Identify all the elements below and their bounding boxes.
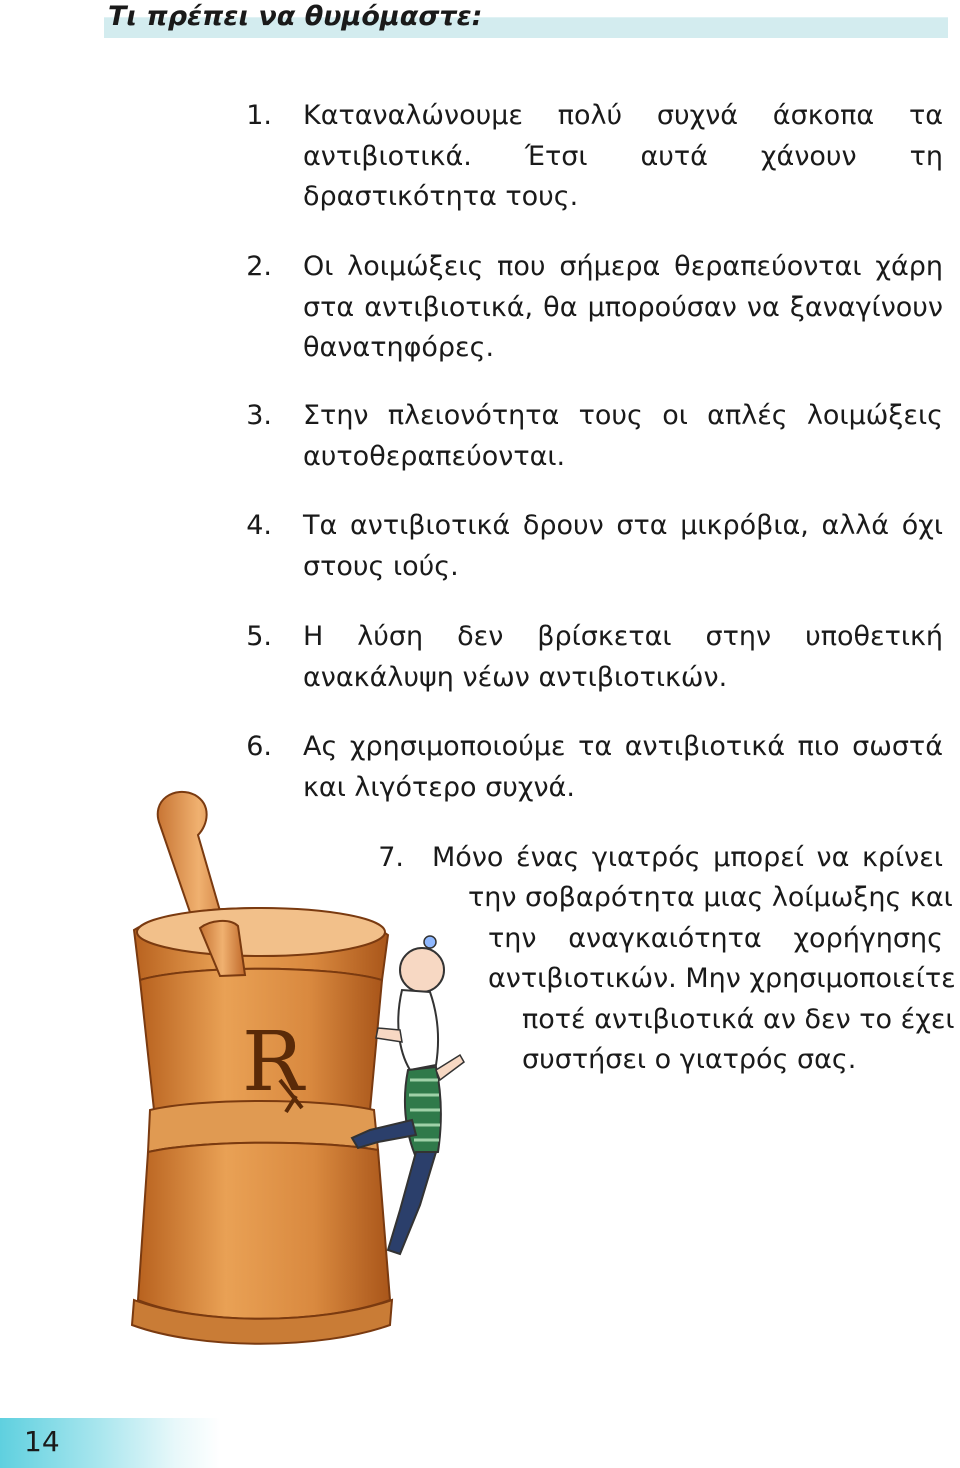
item-text: Η λύση δεν βρίσκεται στην υποθετική ανακάλυψη νέων αντιβιοτικών. (303, 621, 943, 693)
item-text: Ας χρησιμοποιούμε τα αντιβιοτικά πιο σωστά και λιγότερο συχνά. (303, 731, 943, 803)
item-number: 5. (246, 621, 272, 652)
item-text-line: συστήσει ο γιατρός σας. (522, 1044, 857, 1075)
item-number: 3. (246, 400, 272, 431)
item-text-line: την σοβαρότητα μιας λοίμωξης και (468, 882, 953, 913)
item-text-line: Μόνο ένας γιατρός μπορεί να κρίνει (432, 842, 943, 873)
mortar-label: R (242, 1015, 304, 1110)
item-text: Καταναλώνουμε πολύ συχνά άσκοπα τα αντιβιοτικά. Έτσι αυτά χάνουν τη δραστικότητα τους. (303, 100, 943, 212)
item-number: 6. (246, 731, 272, 762)
item-number: 1. (246, 100, 272, 131)
item-text: Οι λοιμώξεις που σήμερα θεραπεύονται χάρη στα αντιβιοτικά, θα μπορούσαν να ξαναγίνουν θανατηφόρες. (303, 251, 943, 363)
item-number: 2. (246, 251, 272, 282)
item-text: Στην πλειονότητα τους οι απλές λοιμώξεις αυτοθεραπεύονται. (303, 400, 943, 472)
page-number: 14 (24, 1425, 60, 1458)
item-number: 4. (246, 510, 272, 541)
mortar-pestle-illustration (120, 780, 500, 1360)
item-text-line: την αναγκαιότητα χορήγησης (488, 923, 943, 954)
item-text-line: αντιβιοτικών. Μην χρησιμοποιείτε (488, 963, 956, 994)
item-text: Τα αντιβιοτικά δρουν στα μικρόβια, αλλά όχι στους ιούς. (303, 510, 943, 582)
item-number: 7. (378, 842, 404, 873)
mortar (132, 908, 392, 1344)
item-text-line: ποτέ αντιβιοτικά αν δεν το έχει (522, 1004, 955, 1035)
page-heading: Τι πρέπει να θυμόμαστε: (108, 1, 483, 32)
